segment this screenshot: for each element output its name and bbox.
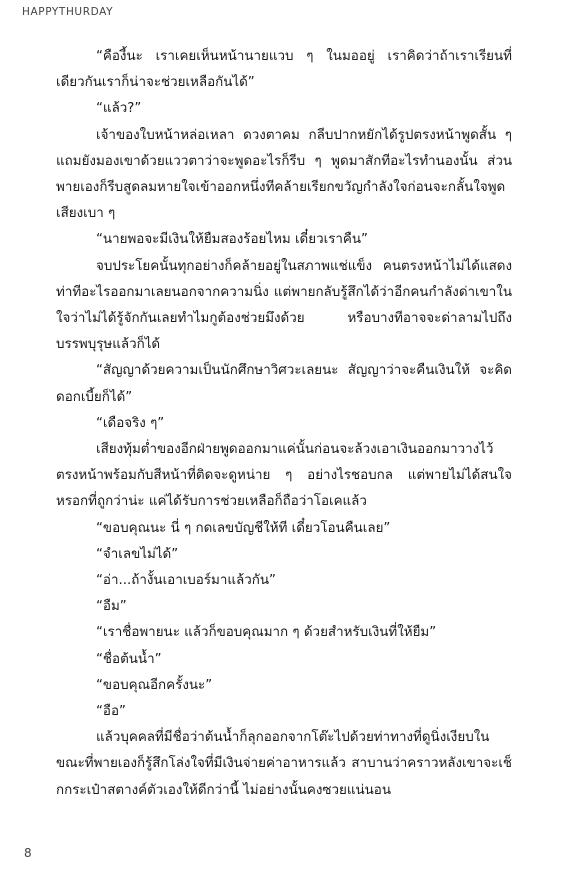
paragraph-dialogue-1: “คืองี้นะ เราเคยเห็นหน้านายแวบ ๆ ในมออยู่ เราคิดว่าถ้าเราเรียนที่เดียวกันเราก็น่าจะช่วยเหลือกันได้” xyxy=(56,49,512,91)
paragraph-dialogue-8: “อ่า...ถ้างั้นเอาเบอร์มาแล้วกัน” xyxy=(96,573,276,589)
running-header: HAPPYTHURDAY xyxy=(22,6,114,18)
paragraph-dialogue-10: “เราชื่อพายนะ แล้วก็ขอบคุณมาก ๆ ด้วยสำหรับเงินที่ให้ยืม” xyxy=(96,625,437,641)
paragraph-dialogue-12: “ขอบคุณอีกครั้งนะ” xyxy=(96,677,213,693)
paragraph-narration-4: แล้วบุคคลที่มีชื่อว่าต้นน้ำก็ลุกออกจากโต๊ะไปด้วยท่าทางที่ดูนิ่งเงียบในขณะที่พายเองก็รู้สึกโล่งใจที่มีเงินจ่ายค่าอาหารแล้ว สาบานว่าคราวหลังเขาจะเช็กกระเป๋าสตางค์ตัวเองให้ดีกว่านี้ ไม่อย่างนั้นคงซวยแน่นอน xyxy=(56,730,512,798)
paragraph-dialogue-7: “จำเลขไม่ได้” xyxy=(96,546,179,562)
paragraph-dialogue-6: “ขอบคุณนะ นี่ ๆ กดเลขบัญชีให้ที เดี๋ยวโอนคืนเลย” xyxy=(96,520,391,536)
paragraph-dialogue-9: “อืม” xyxy=(96,599,127,615)
paragraph-dialogue-3: “นายพอจะมีเงินให้ยืมสองร้อยไหม เดี๋ยวเราคืน” xyxy=(96,232,368,248)
paragraph-dialogue-13: “อือ” xyxy=(96,704,126,720)
paragraph-narration-1: เจ้าของใบหน้าหล่อเหลา ดวงตาคม กลีบปากหยักได้รูปตรงหน้าพูดสั้น ๆ แถมยังมองเขาด้วยแววตาว่าจะพูดอะไรก็รีบ ๆ พูดมาสักทีอะไรทำนองนั้น ส่วนพายเองก็รีบสูดลมหายใจเข้าออกหนึ่งทีคล้ายเรียกขวัญกำลังใจก่อนจะกลั้นใจพูดเสียงเบา ๆ xyxy=(56,127,512,222)
paragraph-dialogue-5: “เดือจริง ๆ” xyxy=(96,415,165,431)
paragraph-dialogue-2: “แล้ว?” xyxy=(96,101,142,117)
paragraph-dialogue-4: “สัญญาด้วยความเป็นนักศึกษาวิศวะเลยนะ สัญญาว่าจะคืนเงินให้ จะคิดดอกเบี้ยก็ได้” xyxy=(56,363,512,405)
body-text xyxy=(56,44,512,804)
paragraph-narration-2: จบประโยคนั้นทุกอย่างก็คล้ายอยู่ในสภาพแช่แข็ง คนตรงหน้าไม่ได้แสดงท่าทีอะไรออกมาเลยนอกจากความนิ่ง แต่พายกลับรู้สึกได้ว่าอีกคนกำลังด่าเขาในใจว่าไม่ได้รู้จักกันเลยทำไมกูต้องช่วยมึงด้วย หรือบางทีอาจจะด่าลามไปถึงบรรพบุรุษแล้วก็ได้ xyxy=(56,258,512,353)
page-number: 8 xyxy=(24,846,32,860)
paragraph-narration-3: เสียงทุ้มต่ำของอีกฝ่ายพูดออกมาแค่นั้นก่อนจะล้วงเอาเงินออกมาวางไว้ตรงหน้าพร้อมกับสีหน้าที่ติดจะดูหน่าย ๆ อย่างไรชอบกล แต่พายไม่ได้สนใจหรอกที่ถูกว่าน่ะ แค่ได้รับการช่วยเหลือก็ถือว่าโอเคแล้ว xyxy=(56,442,512,510)
paragraph-dialogue-11: “ชื่อต้นน้ำ” xyxy=(96,651,162,667)
